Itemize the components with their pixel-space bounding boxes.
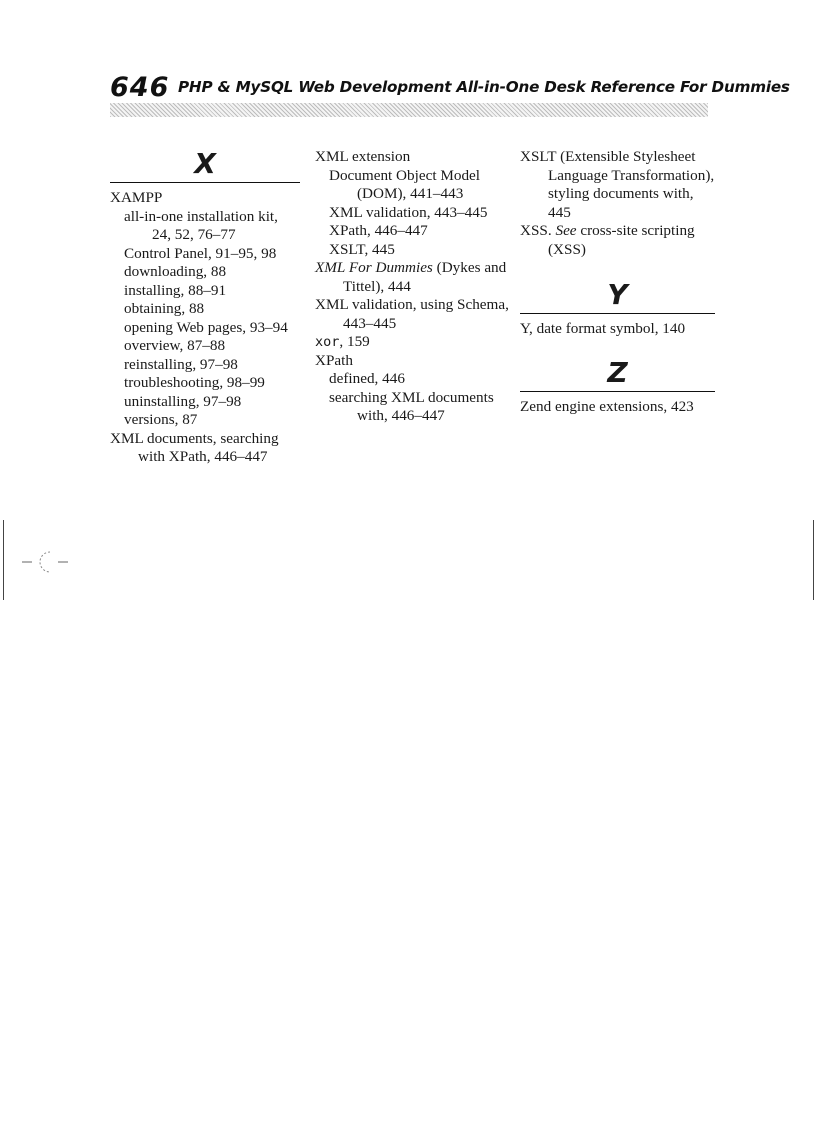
index-subentry: opening Web pages, 93–94 <box>124 318 288 336</box>
see-reference: See <box>555 222 577 239</box>
index-entry: XAMPP <box>110 189 163 206</box>
index-subentry: versions, 87 <box>124 411 198 428</box>
right-margin-line <box>813 520 814 600</box>
index-subentry: installing, 88–91 <box>124 281 227 299</box>
letter-rule <box>110 182 300 183</box>
index-subentry: XPath, 446–447 <box>329 222 428 239</box>
book-title-italic: XML For Dummies <box>315 259 433 276</box>
index-entry <box>315 259 510 296</box>
page-number: 646 <box>110 72 170 103</box>
index-entry: XML documents, searching with XPath, 446–447 <box>110 429 279 465</box>
entry-rest: , 159 <box>339 333 370 350</box>
letter-heading-y: Y <box>607 278 628 311</box>
index-subentry: overview, 87–88 <box>124 337 226 354</box>
index-entry: XML validation, using Schema, 443–445 <box>315 296 509 332</box>
index-subentry: uninstalling, 97–98 <box>124 392 242 410</box>
index-subentry: Document Object Model (DOM), 441–443 <box>329 166 480 202</box>
index-subentry: all-in-one installation kit, 24, 52, 76–77 <box>124 207 278 243</box>
index-entry: XML extension <box>315 148 411 165</box>
index-entry: Y, date format symbol, 140 <box>520 320 686 337</box>
crop-mark-icon <box>22 548 48 574</box>
index-subentry: XSLT, 445 <box>329 240 395 258</box>
index-entry: XPath <box>315 351 353 369</box>
entry-rest: (Dykes and Tittel), 444 <box>343 259 507 295</box>
index-column-2 <box>315 148 510 426</box>
index-column-3 <box>520 148 715 416</box>
index-subentry: downloading, 88 <box>124 263 227 280</box>
letter-heading-x: X <box>194 147 216 180</box>
index-subentry: searching XML documents with, 446–447 <box>329 388 494 424</box>
entry-prefix: XSS. <box>520 222 556 239</box>
index-subentry: obtaining, 88 <box>124 300 205 317</box>
letter-rule <box>520 313 715 314</box>
header-rule <box>110 103 708 117</box>
letter-heading-z: Z <box>607 355 628 389</box>
index-subentry: reinstalling, 97–98 <box>124 355 238 373</box>
index-column-1 <box>110 148 300 467</box>
index-subentry: defined, 446 <box>329 370 405 387</box>
letter-rule <box>520 391 715 392</box>
code-term: xor <box>315 334 340 350</box>
index-entry <box>315 333 510 352</box>
entry-rest: cross-site scripting (XSS) <box>548 222 695 258</box>
index-entry: XSLT (Extensible Stylesheet Language Transformation), styling documents with, 445 <box>520 148 715 221</box>
left-margin-line <box>3 520 4 600</box>
index-subentry: Control Panel, 91–95, 98 <box>124 244 277 262</box>
index-subentry: troubleshooting, 98–99 <box>124 374 265 391</box>
index-entry: Zend engine extensions, 423 <box>520 397 694 415</box>
book-title: PHP & MySQL Web Development All-in-One Desk Reference For Dummies <box>178 78 790 96</box>
index-entry <box>520 222 715 259</box>
index-subentry: XML validation, 443–445 <box>329 203 488 221</box>
